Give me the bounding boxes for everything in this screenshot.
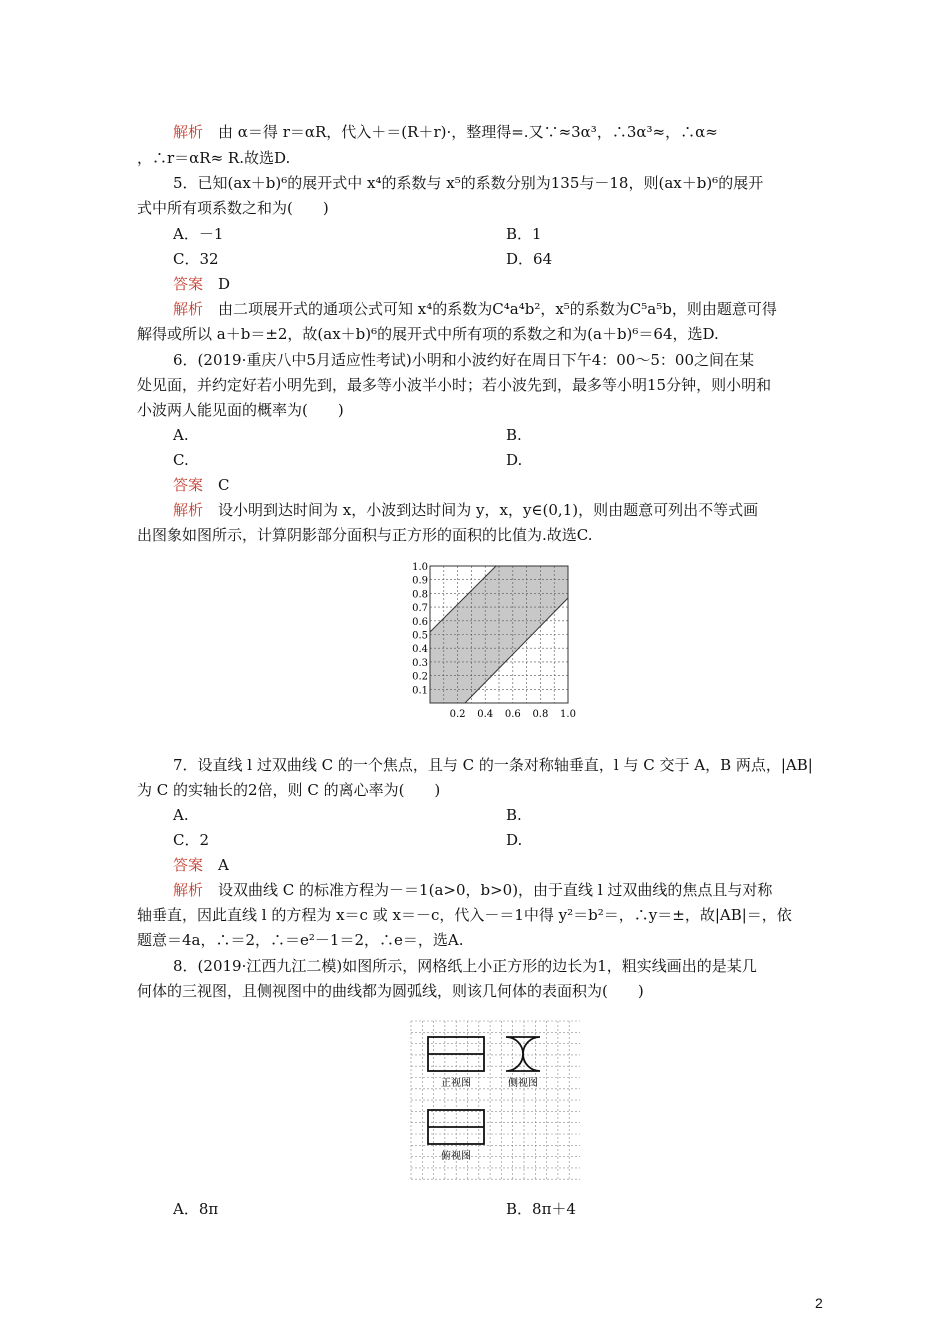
answer-label: 答案 — [173, 275, 204, 293]
x-tick-label: 0.4 — [477, 709, 494, 720]
answer-value: D — [218, 275, 231, 293]
figure-grid — [411, 1021, 580, 1179]
y-tick-label: 0.1 — [412, 685, 428, 697]
q8-option-b: B．8π＋4 — [506, 1200, 576, 1218]
solution-text: 设双曲线 C 的标准方程为－＝1(a>0，b>0)，由于直线 l 过双曲线的焦点且与对称 — [218, 881, 773, 899]
q6-stem-line2: 处见面，并约定好若小明先到，最多等小波半小时；若小波先到，最多等小明15分钟，则小明和 — [137, 376, 772, 394]
solution-text: 设小明到达时间为 x，小波到达时间为 y，x，y∈(0,1)，则由题意可列出不等式画 — [218, 501, 759, 519]
q6-option-d: D. — [506, 451, 523, 469]
solution-label: 解析 — [173, 300, 204, 318]
q7-solution-line3: 题意＝4a，∴＝2，∴＝e²－1＝2，∴e＝，选A. — [137, 931, 464, 949]
prev-solution-line2: ，∴r＝αR≈ R.故选D. — [137, 149, 291, 167]
answer-label: 答案 — [173, 476, 204, 494]
q7-option-a: A. — [173, 806, 189, 824]
q6-stem-line1: 6．(2019·重庆八中5月适应性考试)小明和小波约好在周日下午4：00～5：00之间在某 — [173, 351, 754, 369]
prev-solution-line1 — [173, 121, 718, 143]
q6-region-figure — [400, 560, 590, 720]
solution-label: 解析 — [173, 881, 204, 899]
y-tick-label: 0.2 — [412, 671, 428, 683]
q5-stem-line1: 5．已知(ax＋b)⁶的展开式中 x⁴的系数与 x⁵的系数分别为135与－18，则(ax＋b)⁶的展开 — [173, 174, 764, 192]
q5-option-b: B．1 — [506, 225, 542, 243]
q5-answer — [173, 273, 230, 295]
q6-solution-line2: 出图象如图所示，计算阴影部分面积与正方形的面积的比值为.故选C. — [137, 526, 593, 544]
y-tick-label: 0.8 — [412, 589, 428, 601]
q5-option-a: A．－1 — [173, 225, 224, 243]
y-tick-label: 0.6 — [412, 616, 428, 628]
solution-label: 解析 — [173, 501, 204, 519]
q6-answer — [173, 474, 230, 496]
q5-solution-line2: 解得或所以 a＋b＝±2，故(ax＋b)⁶的展开式中所有项的系数之和为(a＋b)⁶＝64，选D. — [137, 325, 719, 343]
q7-solution-line2: 轴垂直，因此直线 l 的方程为 x＝c 或 x＝－c，代入－＝1中得 y²＝b²＝，∴y＝±，故|AB|＝，依 — [137, 906, 792, 924]
q8-stem-line1: 8．(2019·江西九江二模)如图所示，网格纸上小正方形的边长为1，粗实线画出的是某几 — [173, 957, 757, 975]
x-tick-label: 1.0 — [560, 709, 576, 720]
q6-stem-line3: 小波两人能见面的概率为( ) — [137, 401, 344, 419]
q7-solution-line1 — [173, 879, 772, 901]
solution-label: 解析 — [173, 123, 204, 141]
q6-solution-line1 — [173, 499, 758, 521]
q8-stem-line2: 何体的三视图，且侧视图中的曲线都为圆弧线，则该几何体的表面积为( ) — [137, 982, 644, 1000]
solution-text: 由二项展开式的通项公式可知 x⁴的系数为C⁴a⁴b²，x⁵的系数为C⁵a⁵b，则由题意可得 — [218, 300, 777, 318]
q6-option-c: C. — [173, 451, 189, 469]
top-view-label: 俯视图 — [441, 1151, 471, 1162]
q5-stem-line2: 式中所有项系数之和为( ) — [137, 199, 329, 217]
y-tick-label: 1.0 — [412, 562, 428, 573]
q8-three-view-figure — [405, 1015, 580, 1185]
q5-option-c: C．32 — [173, 250, 219, 268]
side-view-label: 侧视图 — [508, 1078, 538, 1089]
y-tick-label: 0.9 — [412, 575, 428, 587]
y-tick-label: 0.5 — [412, 630, 428, 642]
q7-option-d: D. — [506, 831, 523, 849]
q6-option-b: B. — [506, 426, 522, 444]
solution-text: 由 α＝得 r＝αR，代入＋＝(R＋r)·，整理得=.又∵≈3α³，∴3α³≈，∴α≈ — [218, 123, 718, 141]
answer-value: C — [218, 476, 230, 494]
answer-label: 答案 — [173, 856, 204, 874]
x-tick-label: 0.2 — [449, 709, 466, 720]
answer-value: A — [218, 856, 229, 874]
q7-option-c: C．2 — [173, 831, 210, 849]
q5-option-d: D．64 — [506, 250, 553, 268]
q6-option-a: A. — [173, 426, 189, 444]
q5-solution-line1 — [173, 298, 777, 320]
y-tick-label: 0.3 — [412, 657, 428, 669]
q7-stem-line2: 为 C 的实轴长的2倍，则 C 的离心率为( ) — [137, 781, 441, 799]
y-tick-label: 0.4 — [412, 644, 428, 656]
q7-stem-line1: 7．设直线 l 过双曲线 C 的一个焦点，且与 C 的一条对称轴垂直，l 与 C 交于 A，B 两点，|AB| — [173, 756, 813, 774]
q7-option-b: B. — [506, 806, 522, 824]
front-view-label: 正视图 — [441, 1078, 471, 1089]
x-tick-label: 0.8 — [532, 709, 549, 720]
q8-option-a: A．8π — [173, 1200, 219, 1218]
x-tick-label: 0.6 — [504, 709, 521, 720]
y-tick-label: 0.7 — [412, 603, 428, 615]
page-number: 2 — [815, 1295, 823, 1311]
q7-answer — [173, 854, 229, 876]
